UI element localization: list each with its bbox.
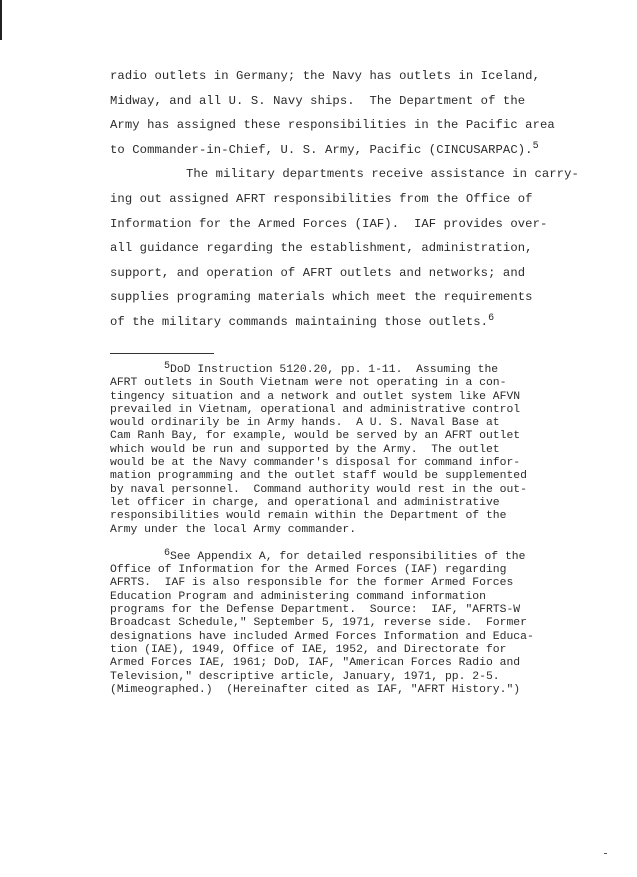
footnote-line: DoD Instruction 5120.20, pp. 1-11. Assuming the [170, 364, 499, 376]
footnote-line: tion (IAE), 1949, Office of IAE, 1952, and Directorate for [110, 643, 507, 656]
footnote-5-first-line [110, 361, 570, 377]
text-line: radio outlets in Germany; the Navy has outlets in Iceland, [110, 69, 540, 83]
footnote-gap [110, 537, 570, 551]
footnote-ref-5: 5 [532, 140, 539, 152]
footnote-6-first-line [110, 547, 570, 564]
footnote-line: (Mimeographed.) (Hereinafter cited as IAF, "AFRT History.") [110, 683, 521, 696]
footnote-line: programs for the Defense Department. Source: IAF, "AFRTS-W [110, 604, 521, 617]
footnote-line: let officer in charge, and operational and administrative [110, 496, 500, 509]
footnote-number-6: 6 [164, 547, 171, 559]
footnote-line: by naval personnel. Command authority would rest in the out- [110, 483, 527, 496]
footnote-line: mation programming and the outlet staff would be supplemented [110, 470, 527, 483]
text-line: Army has assigned these responsibilities in the Pacific area [110, 118, 555, 133]
footnote-line: Television," descriptive article, January, 1971, pp. 2-5. [110, 670, 500, 683]
footnote-line: Broadcast Schedule," September 5, 1971, reverse side. Former [110, 617, 527, 630]
footnote-line: Armed Forces IAE, 1961; DoD, IAF, "American Forces Radio and [110, 657, 521, 670]
text-line: Midway, and all U. S. Navy ships. The Department of the [110, 93, 526, 108]
footnote-line: would be at the Navy commander's disposal for command infor- [110, 457, 521, 470]
page-speck [604, 853, 607, 854]
footnote-line: AFRTS. IAF is also responsible for the former Armed Forces [110, 577, 514, 590]
text-line-with-ref [110, 138, 570, 163]
footnote-line: which would be run and supported by the Army. The outlet [110, 443, 500, 456]
text-line: support, and operation of AFRT outlets and networks; and [110, 265, 526, 280]
footnote-line: Army under the local Army commander. [110, 523, 357, 536]
text-line: all guidance regarding the establishment, administration, [110, 241, 533, 256]
footnote-line: designations have included Armed Forces Information and Educa- [110, 630, 534, 643]
footnote-line: Cam Ranh Bay, for example, would be served by an AFRT outlet [110, 430, 521, 443]
footnote-line: Education Program and administering command information [110, 590, 486, 603]
footnote-line: tingency situation and a network and outlet system like AFVN [110, 390, 521, 403]
footnote-line: prevailed in Vietnam, operational and administrative control [110, 403, 521, 416]
footnote-ref-6: 6 [488, 312, 495, 324]
main-text [110, 64, 579, 335]
footnote-separator [110, 353, 214, 354]
page-edge-mark [0, 0, 2, 40]
text-line: of the military commands maintaining those outlets. [110, 314, 489, 329]
footnote-line: Office of Information for the Armed Forces (IAF) regarding [110, 564, 507, 577]
paragraph-start: The military departments receive assistance in carry- [186, 167, 579, 182]
text-line: ing out assigned AFRT responsibilities from the Office of [110, 191, 533, 206]
text-line: Information for the Armed Forces (IAF). IAF provides over- [110, 216, 548, 231]
text-line-with-ref [110, 310, 570, 335]
text-line: supplies programing materials which meet the requirements [110, 290, 533, 305]
footnotes [110, 361, 570, 697]
text-line: to Commander-in-Chief, U. S. Army, Pacific (CINCUSARPAC). [110, 142, 533, 157]
footnote-line: AFRT outlets in South Vietnam were not operating in a con- [110, 377, 507, 390]
footnote-line: responsibilities would remain within the Department of the [110, 510, 507, 523]
footnote-line: See Appendix A, for detailed responsibilities of the [170, 550, 526, 563]
footnote-line: would ordinarily be in Army hands. A U. S. Naval Base at [110, 417, 500, 430]
footnote-number-5: 5 [164, 361, 171, 372]
